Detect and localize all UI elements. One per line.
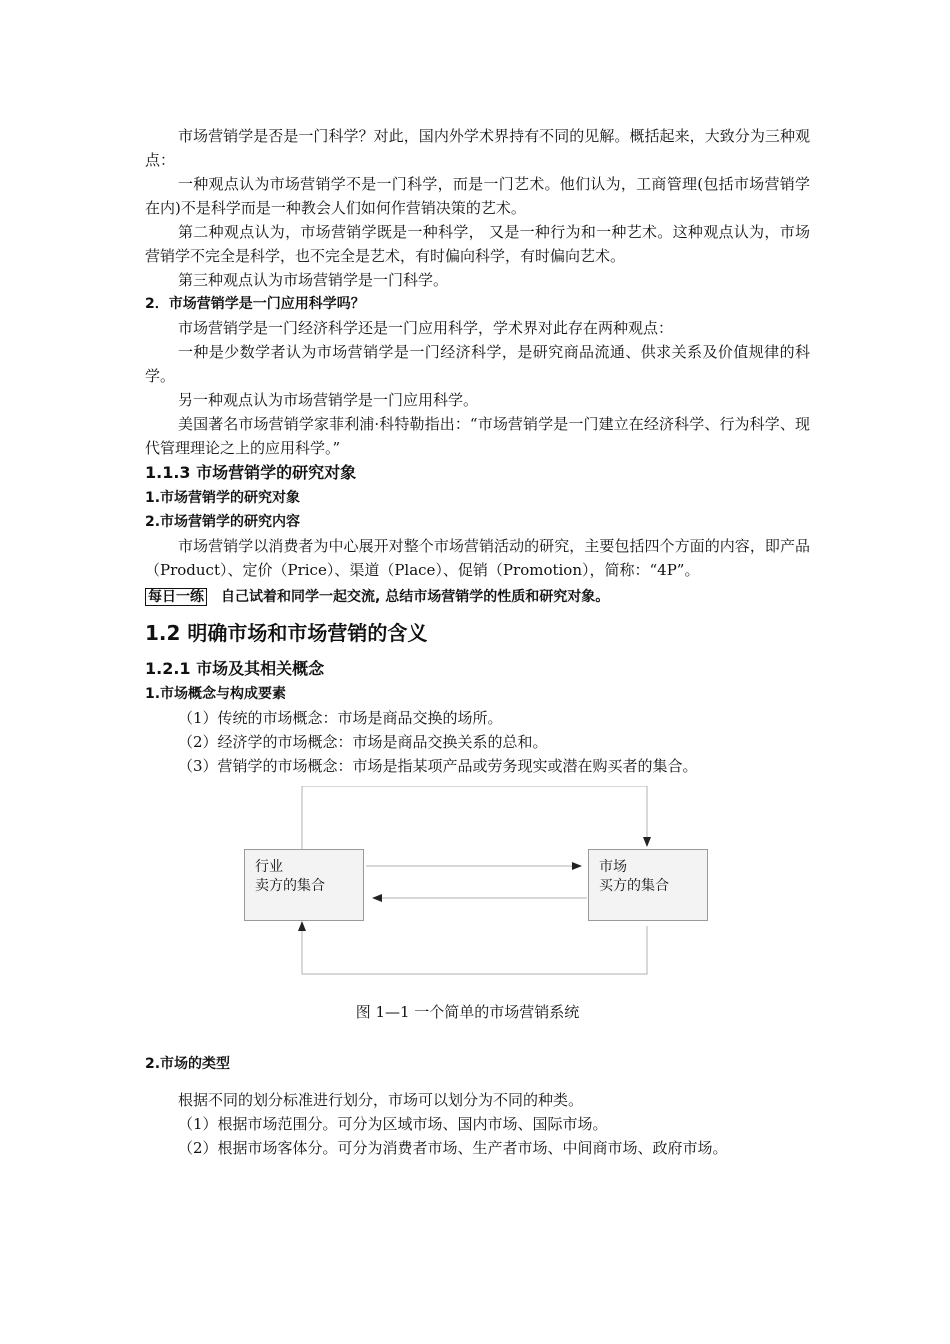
daily-practice-label: 每日一练	[145, 588, 207, 606]
list-item-concept-3: （3）营销学的市场概念：市场是指某项产品或劳务现实或潜在购买者的集合。	[178, 757, 698, 775]
list-item-concept-1: （1）传统的市场概念：市场是商品交换的场所。	[178, 709, 503, 727]
seller-collection-box	[244, 849, 364, 921]
bottom-loop-arrow	[302, 922, 647, 974]
paragraph-two-views: 市场营销学是一门经济科学还是一门应用科学，学术界对此存在两种观点：	[178, 319, 674, 337]
paragraph-view-art: 一种观点认为市场营销学不是一门科学，而是一门艺术。他们认为，工商管理(包括市场营销学在内)不是科学而是一种教会人们如何作营销决策的艺术。	[145, 175, 810, 217]
list-item-type-1: （1）根据市场范围分。可分为区域市场、国内市场、国际市场。	[178, 1115, 608, 1133]
heading-1-1-3: 1.1.3 市场营销学的研究对象	[145, 463, 357, 482]
paragraph-economic-science: 一种是少数学者认为市场营销学是一门经济科学，是研究商品流通、供求关系及价值规律的科学。	[145, 343, 810, 385]
daily-practice	[145, 584, 810, 610]
paragraph-market-types-intro: 根据不同的划分标准进行划分，市场可以划分为不同的种类。	[178, 1091, 584, 1109]
heading-market-types: 2.市场的类型	[145, 1056, 231, 1072]
paragraph-applied-view: 另一种观点认为市场营销学是一门应用科学。	[178, 391, 479, 409]
heading-market-concept: 1.市场概念与构成要素	[145, 686, 287, 702]
heading-applied-science: 2．市场营销学是一门应用科学吗？	[145, 296, 365, 312]
seller-box-title: 行业	[255, 859, 283, 875]
daily-practice-text: 自己试着和同学一起交流, 总结市场营销学的性质和研究对象。	[221, 589, 610, 605]
document-page	[145, 124, 810, 1160]
paragraph-view-science: 第三种观点认为市场营销学是一门科学。	[178, 271, 449, 289]
heading-1-2: 1.2 明确市场和市场营销的含义	[145, 621, 428, 645]
market-box-title: 市场	[599, 859, 627, 875]
heading-1-2-1: 1.2.1 市场及其相关概念	[145, 659, 325, 678]
market-box-subtitle: 买方的集合	[599, 878, 669, 894]
heading-research-content: 2.市场营销学的研究内容	[145, 514, 301, 530]
list-item-concept-2: （2）经济学的市场概念：市场是商品交换关系的总和。	[178, 733, 548, 751]
paragraph-science-question: 市场营销学是否是一门科学？对此，国内外学术界持有不同的见解。概括起来，大致分为三种观点：	[145, 127, 810, 169]
list-item-type-2: （2）根据市场客体分。可分为消费者市场、生产者市场、中间商市场、政府市场。	[178, 1139, 728, 1157]
market-collection-box	[588, 849, 708, 921]
paragraph-kotler-quote: 美国著名市场营销学家菲利浦·科特勒指出：“市场营销学是一门建立在经济科学、行为科学、现代管理理论之上的应用科学。”	[145, 415, 810, 457]
paragraph-view-both: 第二种观点认为，市场营销学既是一种科学， 又是一种行为和一种艺术。这种观点认为，市场营销学不完全是科学，也不完全是艺术，有时偏向科学，有时偏向艺术。	[145, 223, 810, 265]
seller-box-subtitle: 卖方的集合	[255, 878, 325, 894]
top-loop-arrow	[302, 786, 647, 856]
figure-caption: 图 1—1 一个简单的市场营销系统	[355, 1003, 580, 1021]
marketing-system-diagram	[145, 786, 810, 986]
heading-research-object: 1.市场营销学的研究对象	[145, 490, 301, 506]
paragraph-4p: 市场营销学以消费者为中心展开对整个市场营销活动的研究，主要包括四个方面的内容，即产品（Product）、定价（Price）、渠道（Place）、促销（Promotion），简称：“4P”。	[145, 537, 810, 579]
